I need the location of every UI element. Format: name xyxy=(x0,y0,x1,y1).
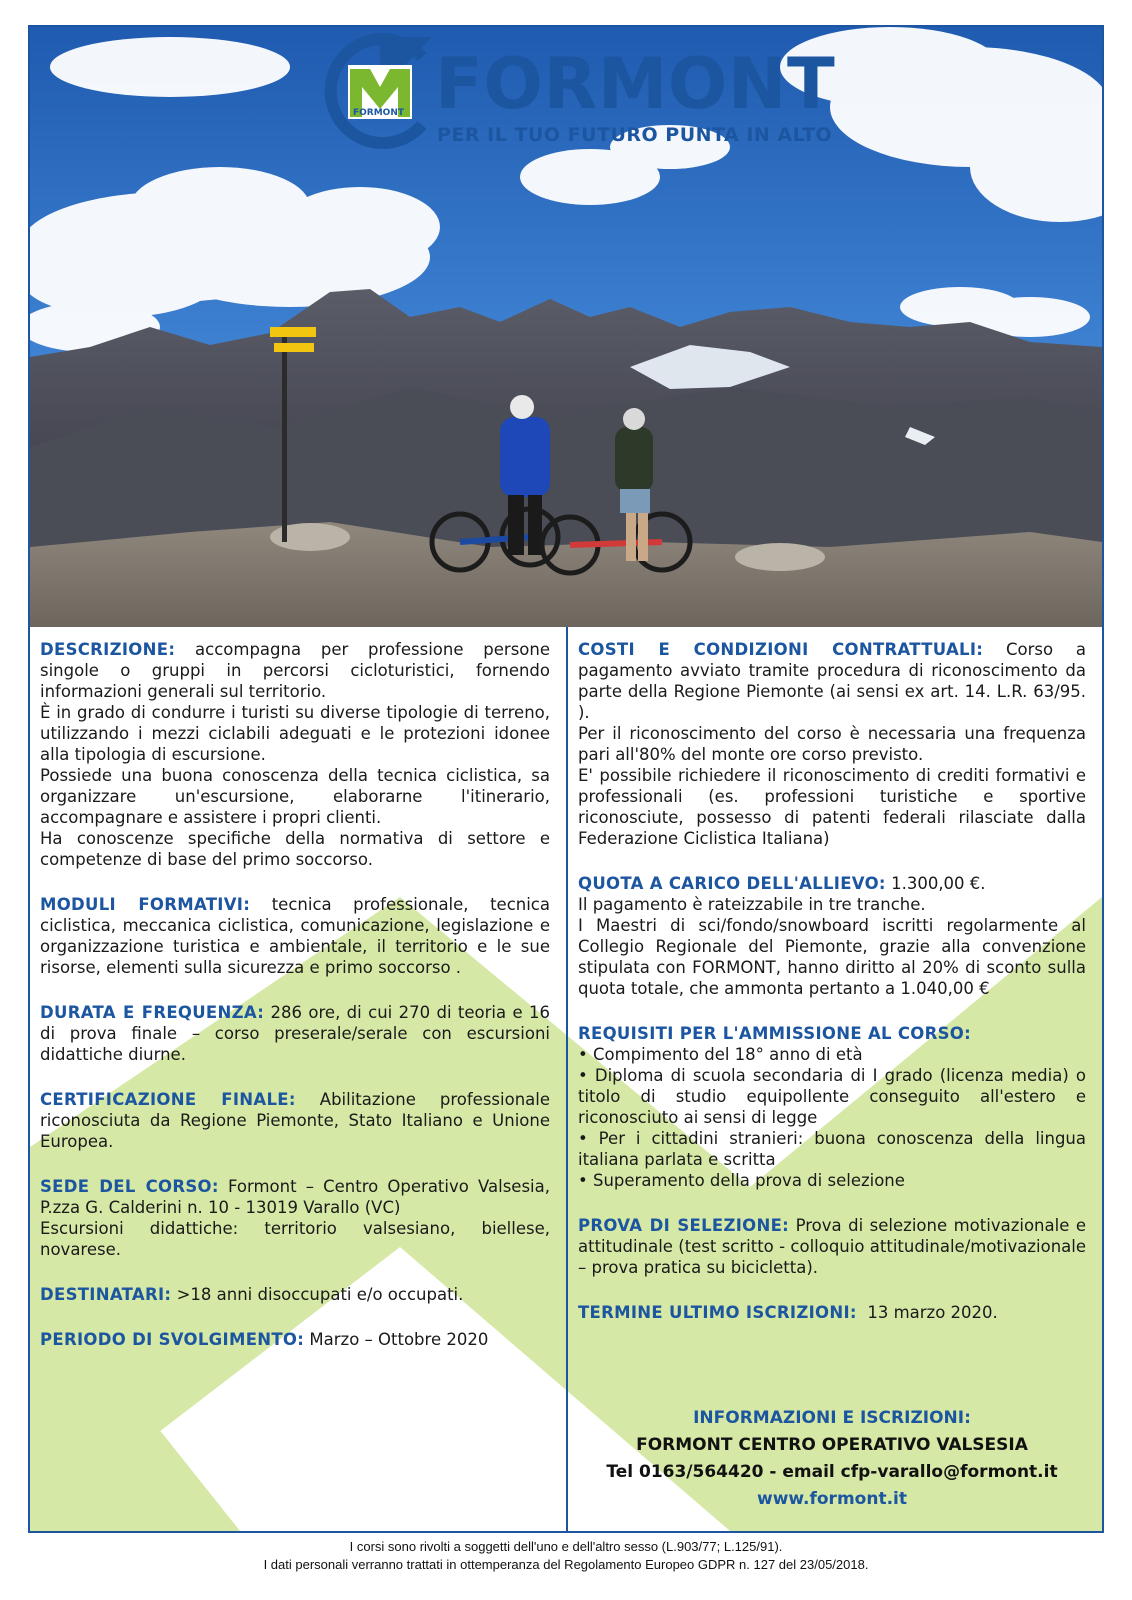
heading-durata: DURATA E FREQUENZA: xyxy=(40,1003,265,1022)
heading-periodo: PERIODO DI SVOLGIMENTO: xyxy=(40,1330,305,1349)
section-costi xyxy=(578,639,1086,849)
contact-info xyxy=(578,1405,1086,1513)
footer-line-2: I dati personali verranno trattati in ottemperanza del Regolamento Europeo GDPR n. 127 del 23/05/2018. xyxy=(263,1557,869,1572)
quota-text-1: Il pagamento è rateizzabile in tre tranche. xyxy=(578,895,926,914)
requisiti-item: • Per i cittadini stranieri: buona conoscenza della lingua italiana parlata e scritta xyxy=(578,1129,1086,1169)
section-durata xyxy=(40,1002,550,1065)
requisiti-item: • Superamento della prova di selezione xyxy=(578,1171,905,1190)
info-heading: INFORMAZIONI E ISCRIZIONI: xyxy=(693,1408,971,1428)
brand-tagline: PER IL TUO FUTURO PUNTA IN ALTO xyxy=(437,124,833,146)
heading-requisiti: REQUISITI PER L'AMMISSIONE AL CORSO: xyxy=(578,1024,972,1043)
section-sede xyxy=(40,1176,550,1260)
column-divider xyxy=(566,627,568,1531)
info-center-name: FORMONT CENTRO OPERATIVO VALSESIA xyxy=(636,1435,1028,1455)
descrizione-text-4: Ha conoscenze specifiche della normativa di settore e competenze di base del primo soccorso. xyxy=(40,829,550,869)
info-contacts[interactable]: Tel 0163/564420 - email cfp-varallo@formont.it xyxy=(606,1462,1058,1482)
costi-text-3: E' possibile richiedere il riconoscimento di crediti formativi e professionali (es. professioni turistiche e sportive riconosciute, possesso di patenti federali rilasciate dalla Federazione Ciclistica Italiana) xyxy=(578,766,1086,848)
hero-photo xyxy=(30,27,1102,627)
section-descrizione xyxy=(40,639,550,870)
section-destinatari xyxy=(40,1284,550,1305)
section-certificazione xyxy=(40,1089,550,1152)
section-moduli xyxy=(40,894,550,978)
heading-costi: COSTI E CONDIZIONI CONTRATTUALI: xyxy=(578,640,984,659)
termine-text: 13 marzo 2020. xyxy=(867,1303,998,1322)
section-termine xyxy=(578,1302,1086,1323)
poster-frame xyxy=(28,25,1104,1533)
section-prova xyxy=(578,1215,1086,1278)
quota-amount: 1.300,00 €. xyxy=(891,874,986,893)
requisiti-item: • Compimento del 18° anno di età xyxy=(578,1045,863,1064)
heading-termine: TERMINE ULTIMO ISCRIZIONI: xyxy=(578,1303,857,1322)
heading-descrizione: DESCRIZIONE: xyxy=(40,640,176,659)
left-column xyxy=(40,639,550,1374)
descrizione-text-2: È in grado di condurre i turisti su diverse tipologie di terreno, utilizzando i mezzi ciclabili adeguati e le protezioni idonee alla tipologia di escursione. xyxy=(40,703,550,764)
website-link[interactable]: www.formont.it xyxy=(757,1489,907,1509)
formont-logo-mark-icon xyxy=(320,29,440,153)
footer-notes xyxy=(0,1538,1132,1574)
footer-line-1: I corsi sono rivolti a soggetti dell'uno e dell'altro sesso (L.903/77; L.125/91). xyxy=(349,1539,783,1554)
formont-logo xyxy=(320,29,840,159)
heading-moduli: MODULI FORMATIVI: xyxy=(40,895,251,914)
heading-quota: QUOTA A CARICO DELL'ALLIEVO: xyxy=(578,874,886,893)
sede-text-2: Escursioni didattiche: territorio valsesiano, biellese, novarese. xyxy=(40,1219,550,1259)
durata-text: 286 ore, di cui 270 di teoria e 16 di prova finale – corso preserale/serale con escursioni didattiche diurne. xyxy=(40,1003,550,1064)
costi-text-1: Corso a pagamento avviato tramite procedura di riconoscimento da parte della Regione Piemonte (ai sensi ex art. 14. L.R. 63/95. ). xyxy=(578,640,1086,722)
periodo-text: Marzo – Ottobre 2020 xyxy=(309,1330,489,1349)
section-quota xyxy=(578,873,1086,999)
heading-certificazione: CERTIFICAZIONE FINALE: xyxy=(40,1090,296,1109)
logo-mark-text: FORMONT xyxy=(353,108,405,118)
certificazione-text: Abilitazione professionale riconosciuta da Regione Piemonte, Stato Italiano e Unione Europea. xyxy=(40,1090,550,1151)
descrizione-text-3: Possiede una buona conoscenza della tecnica ciclistica, sa organizzare un'escursione, elaborarne l'itinerario, accompagnare e assistere i propri clienti. xyxy=(40,766,550,827)
heading-destinatari: DESTINATARI: xyxy=(40,1285,172,1304)
moduli-text: tecnica professionale, tecnica ciclistica, meccanica ciclistica, comunicazione, legislazione e organizzazione turistica e ambientale, il territorio e le sue risorse, elementi sulla sicurezza e primo soccorso . xyxy=(40,895,550,977)
destinatari-text: >18 anni disoccupati e/o occupati. xyxy=(176,1285,464,1304)
heading-prova: PROVA DI SELEZIONE: xyxy=(578,1216,790,1235)
quota-text-2: I Maestri di sci/fondo/snowboard iscritti regolarmente al Collegio Regionale del Piemonte, grazie alla convenzione stipulata con FORMONT, hanno diritto al 20% di sconto sulla quota totale, che ammonta pertanto a 1.040,00 € xyxy=(578,916,1086,998)
heading-sede: SEDE DEL CORSO: xyxy=(40,1177,219,1196)
section-periodo xyxy=(40,1329,550,1350)
sede-text-1: Formont – Centro Operativo Valsesia, P.zza G. Calderini n. 10 - 13019 Varallo (VC) xyxy=(40,1177,550,1217)
right-column xyxy=(578,639,1086,1347)
descrizione-text-1: accompagna per professione persone singole o gruppi in percorsi cicloturistici, fornendo informazioni generali sul territorio. xyxy=(40,640,550,701)
costi-text-2: Per il riconoscimento del corso è necessaria una frequenza pari all'80% del monte ore corso previsto. xyxy=(578,724,1086,764)
brand-title: FORMONT xyxy=(435,43,836,125)
section-requisiti xyxy=(578,1023,1086,1191)
prova-text: Prova di selezione motivazionale e attitudinale (test scritto - colloquio attitudinale/motivazionale – prova pratica su bicicletta). xyxy=(578,1216,1086,1277)
requisiti-item: • Diploma di scuola secondaria di I grado (licenza media) o titolo di studio equipollente conseguito all'estero e riconosciuto ai sensi di legge xyxy=(578,1066,1086,1127)
